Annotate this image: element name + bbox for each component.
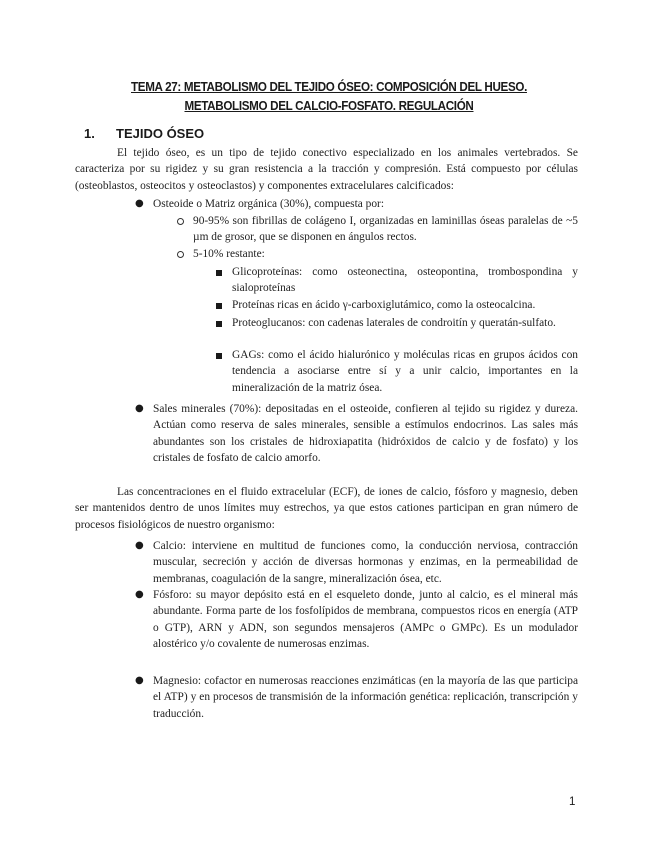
proteinas-item: Proteínas ricas en ácido γ-carboxiglutámico, como la osteocalcina. <box>232 299 536 311</box>
bullet-square <box>216 353 222 359</box>
glicoproteinas-item: Glicoproteínas: como osteonectina, osteopontina, trombospondina y sialoproteínas <box>232 266 578 295</box>
colageno-item: 90-95% son fibrillas de colágeno I, organizadas en laminillas óseas paralelas de ~5 µm de grosor, que se disponen en ángulos rectos. <box>193 215 578 244</box>
title-line-1: TEMA 27: METABOLISMO DEL TEJIDO ÓSEO: COMPOSICIÓN DEL HUESO. <box>130 80 528 94</box>
magnesio-item: Magnesio: cofactor en numerosas reacciones enzimáticas (en la mayoría de las que participa el ATP) y en procesos de transmisión de la información genética: replicación, transcripción y traducción. <box>153 675 578 720</box>
proteoglucanos-item: Proteoglucanos: con cadenas laterales de condroitín y queratán-sulfato. <box>232 317 556 329</box>
osteoide-item: Osteoide o Matriz orgánica (30%), compuesta por: <box>153 198 385 210</box>
fosforo-item: Fósforo: su mayor depósito está en el esqueleto donde, junto al calcio, es el mineral más abundante. Forma parte de los fosfolípidos de membrana, compuestos ricos en energía (ATP o GTP), ARN y ADN, son segundos mensajeros (AMPc o GMPc). Es un modulador alostérico y/o covalente de numerosas enzimas. <box>153 589 578 650</box>
section-number: 1. <box>84 126 95 141</box>
ecf-paragraph: Las concentraciones en el fluido extracelular (ECF), de iones de calcio, fósforo y magnesio, deben ser mantenidos dentro de unos límites muy estrechos, ya que estos cationes participan en gran número de procesos fisiológicos de nuestro organismo: <box>75 486 578 531</box>
restante-item: 5-10% restante: <box>193 248 265 260</box>
bullet-square <box>216 303 222 309</box>
document-title <box>79 78 579 116</box>
bullet-square <box>216 321 222 327</box>
bullet-dot: ● <box>135 198 144 209</box>
bullet-dot: ● <box>135 589 144 600</box>
bullet-circle <box>177 251 184 258</box>
section-heading <box>84 126 204 142</box>
section-heading-text: TEJIDO ÓSEO <box>116 126 205 141</box>
calcio-item: Calcio: interviene en multitud de funciones como, la conducción nerviosa, contracción muscular, secreción y acción de diversas hormonas y enzimas, en la permeabilidad de membranas, coagulación de la sangre, mineralización ósea, etc. <box>153 540 578 585</box>
title-line-2: METABOLISMO DEL CALCIO-FOSFATO. REGULACIÓN <box>184 99 474 113</box>
bullet-dot: ● <box>135 403 144 414</box>
sales-item: Sales minerales (70%): depositadas en el osteoide, confieren al tejido su rigidez y dureza. Actúan como reserva de sales minerales, sensible a estímulos endocrinos. Las sales más abundantes son los cristales de hidroxiapatita (hidróxidos de calcio y de fosfato) y los cristales de fosfato de calcio amorfo. <box>153 403 578 464</box>
bullet-square <box>216 270 222 276</box>
gags-item: GAGs: como el ácido hialurónico y moléculas ricas en grupos ácidos con tendencia a asociarse entre sí y a unir calcio, importantes en la mineralización de la matriz ósea. <box>232 349 578 394</box>
bullet-dot: ● <box>135 675 144 686</box>
intro-paragraph: El tejido óseo, es un tipo de tejido conectivo especializado en los animales vertebrados. Se caracteriza por su rigidez y su gran resistencia a la tracción y compresión. Está compuesto por células (osteoblastos, osteocitos y osteoclastos) y componentes extracelulares calcificados: <box>75 147 578 192</box>
bullet-circle <box>177 218 184 225</box>
page-number: 1 <box>569 796 576 808</box>
bullet-dot: ● <box>135 540 144 551</box>
